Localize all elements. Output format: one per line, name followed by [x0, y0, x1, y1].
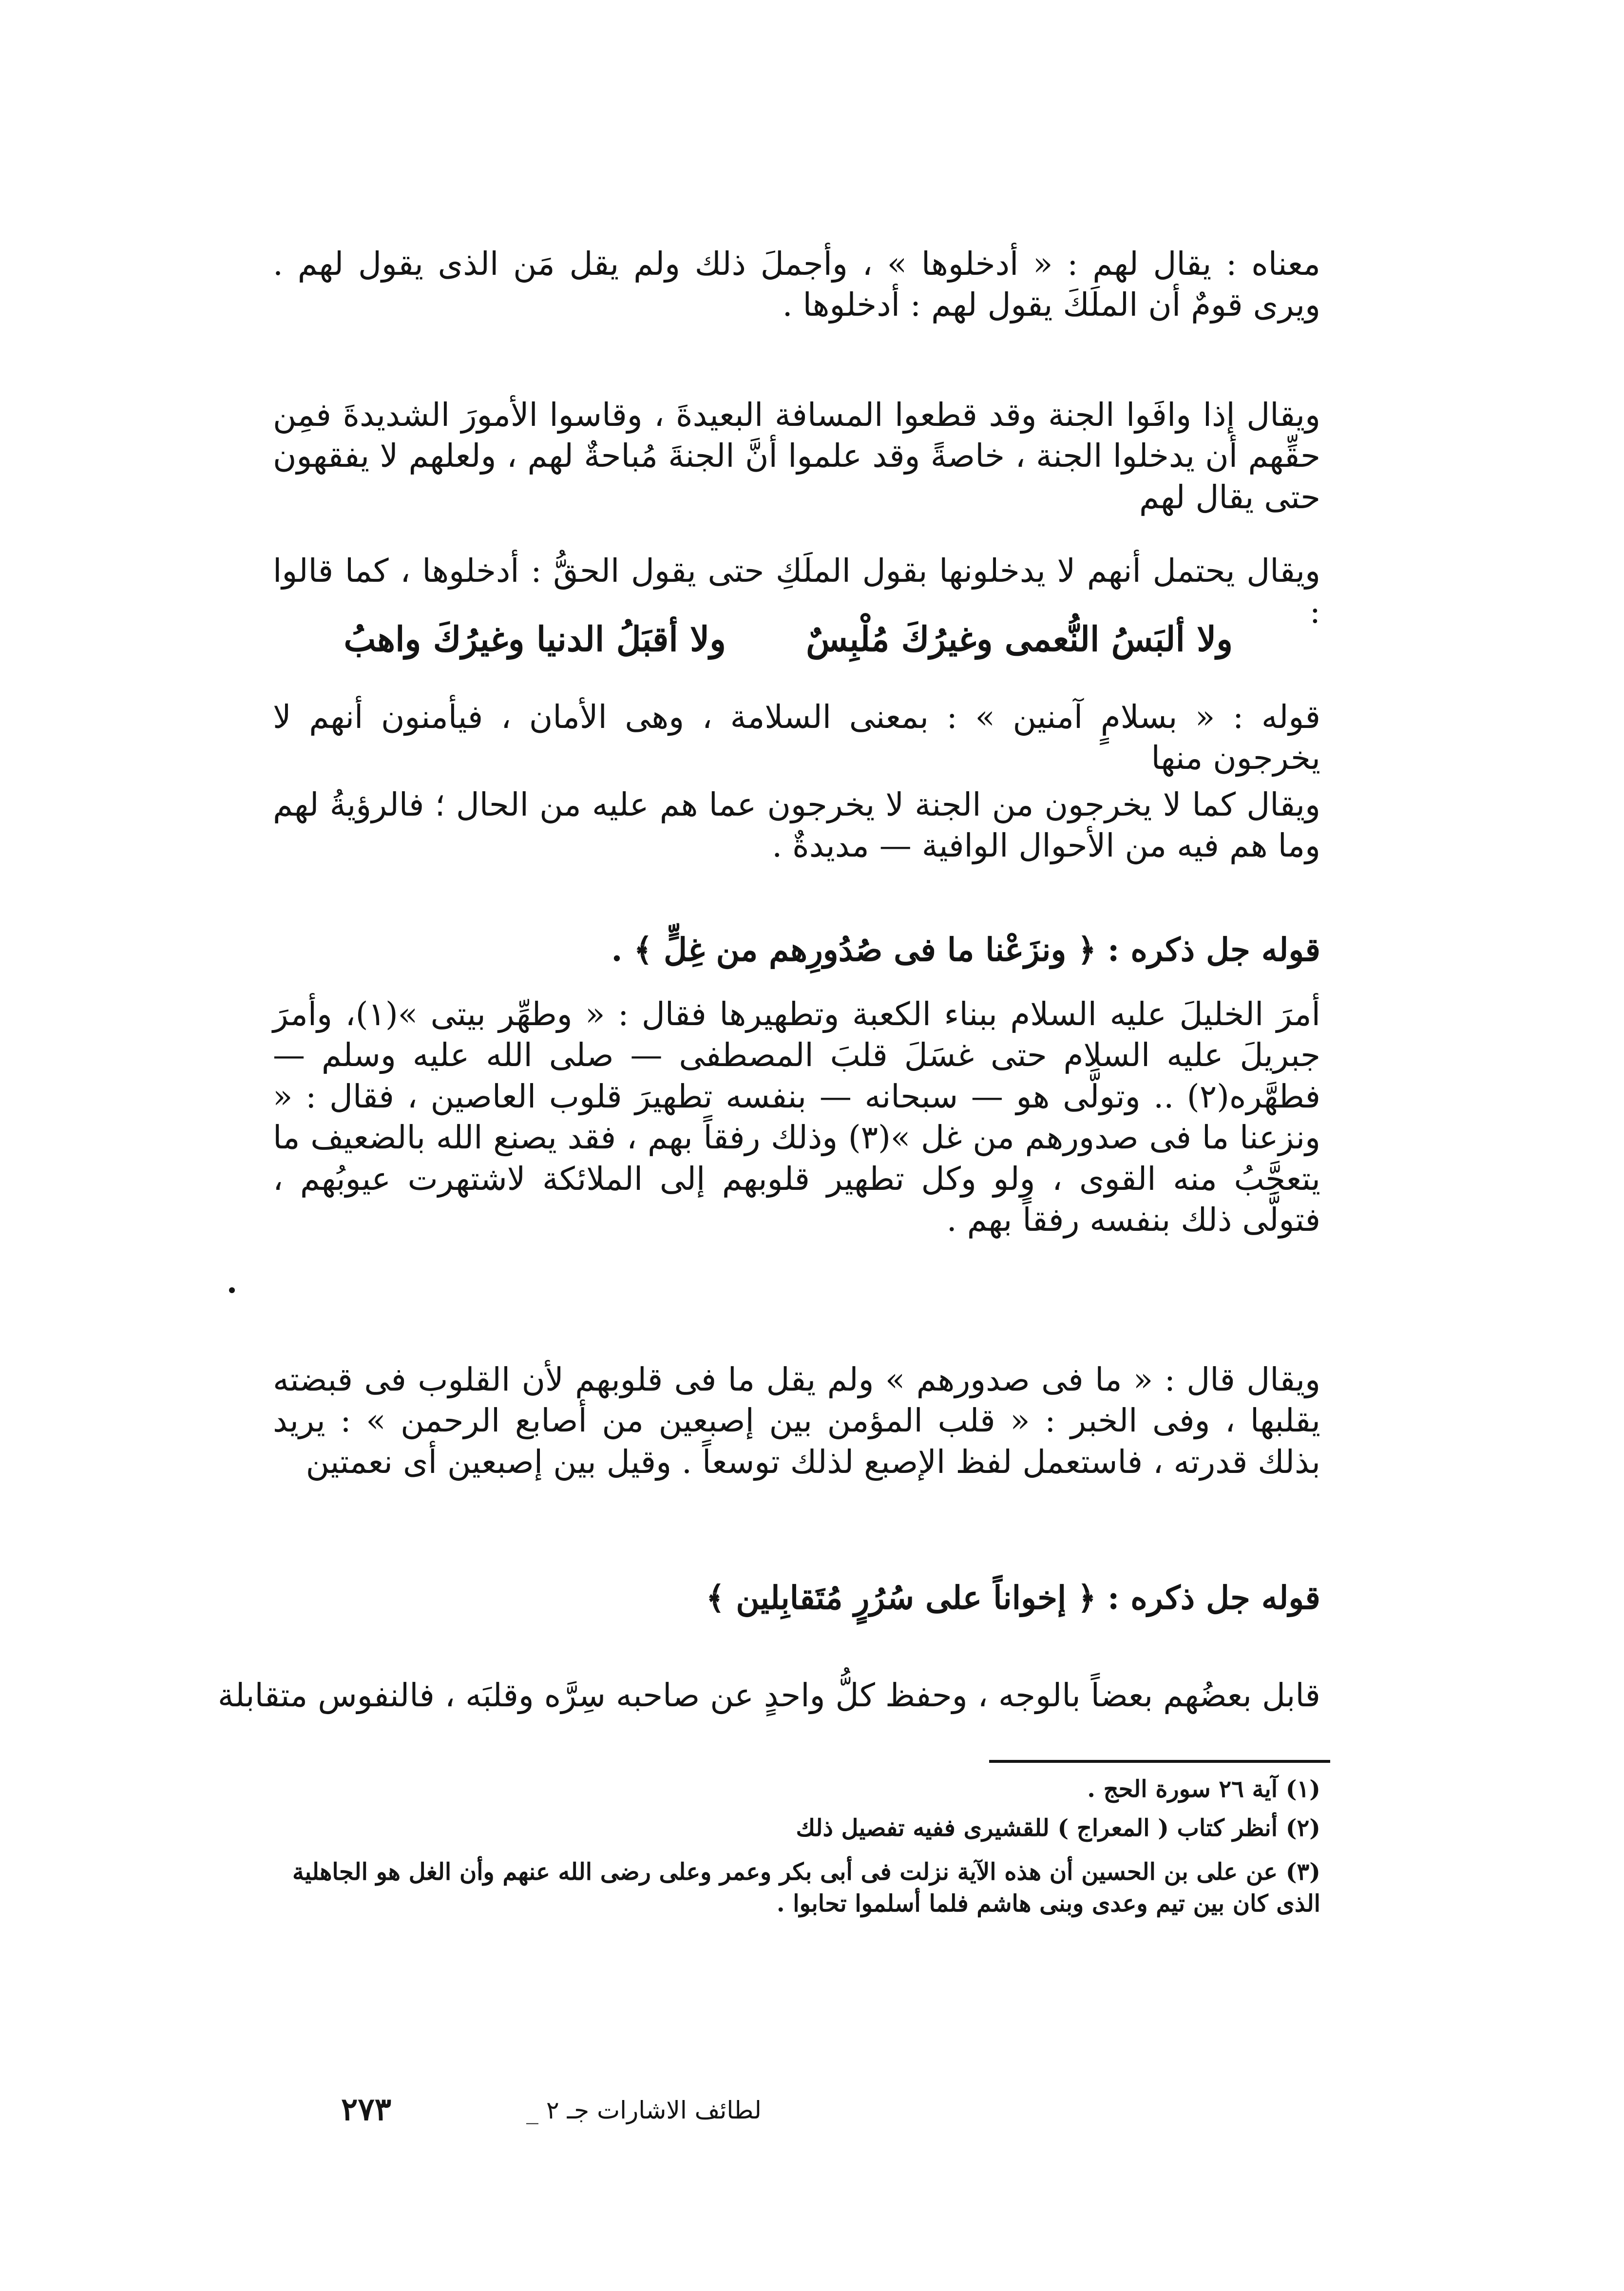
paragraph-3: ويقال يحتمل أنهم لا يدخلونها بقول الملَكِ حتى يقول الحقُّ : أدخلوها ، كما قالوا : [273, 552, 1320, 631]
footnote-2: (٢) أنظر كتاب ( المعراج ) للقشيرى ففيه تفصيل ذلك [796, 1814, 1320, 1842]
footnote-1: (١) آية ٢٦ سورة الحج . [1087, 1776, 1320, 1803]
section-heading-2: قوله جل ذكره : ﴿ إخواناً على سُرُرٍ مُتَقابِلين ﴾ [706, 1579, 1320, 1617]
stray-mark [229, 1287, 235, 1293]
paragraph-8: قابل بعضُهم بعضاً بالوجه ، وحفظ كلُّ واحدٍ عن صاحبه سِرَّه وقلبَه ، فالنفوس متقابلة [217, 1677, 1320, 1714]
paragraph-5: ويقال كما لا يخرجون من الجنة لا يخرجون عما هم عليه من الحال ؛ فالرؤيةُ لهم وما هم فيه من الأحوال الوافية — مديدةٌ . [273, 786, 1320, 865]
paragraph-1: معناه : يقال لهم : « أدخلوها » ، وأجملَ ذلك ولم يقل مَن الذى يقول لهم . ويرى قومٌ أن الملَكَ يقول لهم : أدخلوها . [273, 245, 1320, 324]
page-number: ٢٧٣ [341, 2091, 392, 2128]
footnote-separator [989, 1760, 1330, 1763]
verse-second-half: ولا أقبَلُ الدنيا وغيرُكَ واهبُ [344, 619, 726, 659]
section-heading-1: قوله جل ذكره : ﴿ ونزَعْنا ما فى صُدُورِهم من غِلٍّ ﴾ . [611, 931, 1320, 969]
verse-first-half: ولا ألبَسُ النُّعمى وغيرُكَ مُلْبِسٌ [806, 619, 1233, 659]
footer-book-title: لطائف الاشارات جـ ٢ _ [526, 2096, 762, 2124]
footnote-3: (٣) عن على بن الحسين أن هذه الآية نزلت فى أبى بكر وعمر وعلى رضى الله عنهم وأن الغل هو الجاهلية الذى كان بين تيم وعدى وبنى هاشم فلما أسلموا تحابوا . [292, 1858, 1321, 1917]
paragraph-4: قوله : « بسلامٍ آمنين » : بمعنى السلامة ، وهى الأمان ، فيأمنون أنهم لا يخرجون منها [273, 698, 1320, 777]
paragraph-6: أمرَ الخليلَ عليه السلام ببناء الكعبة وتطهيرها فقال : « وطهِّر بيتى »(١)، وأمرَ جبريلَ عليه السلام حتى غسَلَ قلبَ المصطفى — صلى الله عليه وسلم — فطهَّره(٢) .. وتولَّى هو — سبحانه — بنفسه تطهيرَ قلوب العاصين ، فقال : « ونزعنا ما فى صدورهم من غل »(٣) وذلك رفقاً بهم ، فقد يصنع الله بالضعيف ما يتعجَّبُ منه القوى ، ولو وكل تطهير قلوبهم إلى الملائكة لاشتهرت عيوبُهم ، فتولَّى ذلك بنفسه رفقاً بهم . [273, 995, 1321, 1239]
poetry-verse [341, 619, 1267, 659]
paragraph-2: ويقال إذا وافَوا الجنة وقد قطعوا المسافة البعيدةَ ، وقاسوا الأمورَ الشديدةَ فمِن حقِّهم أن يدخلوا الجنة ، خاصةً وقد علموا أنَّ الجنةَ مُباحةٌ لهم ، ولعلهم لا يفقهون حتى يقال لهم [273, 396, 1320, 516]
paragraph-7: ويقال قال : « ما فى صدورهم » ولم يقل ما فى قلوبهم لأن القلوب فى قبضته يقلبها ، وفى الخبر : « قلب المؤمن بين إصبعين من أصابع الرحمن » : يريد بذلك قدرته ، فاستعمل لفظ الإصبع لذلك توسعاً . وقيل بين إصبعين أى نعمتين [273, 1361, 1320, 1481]
